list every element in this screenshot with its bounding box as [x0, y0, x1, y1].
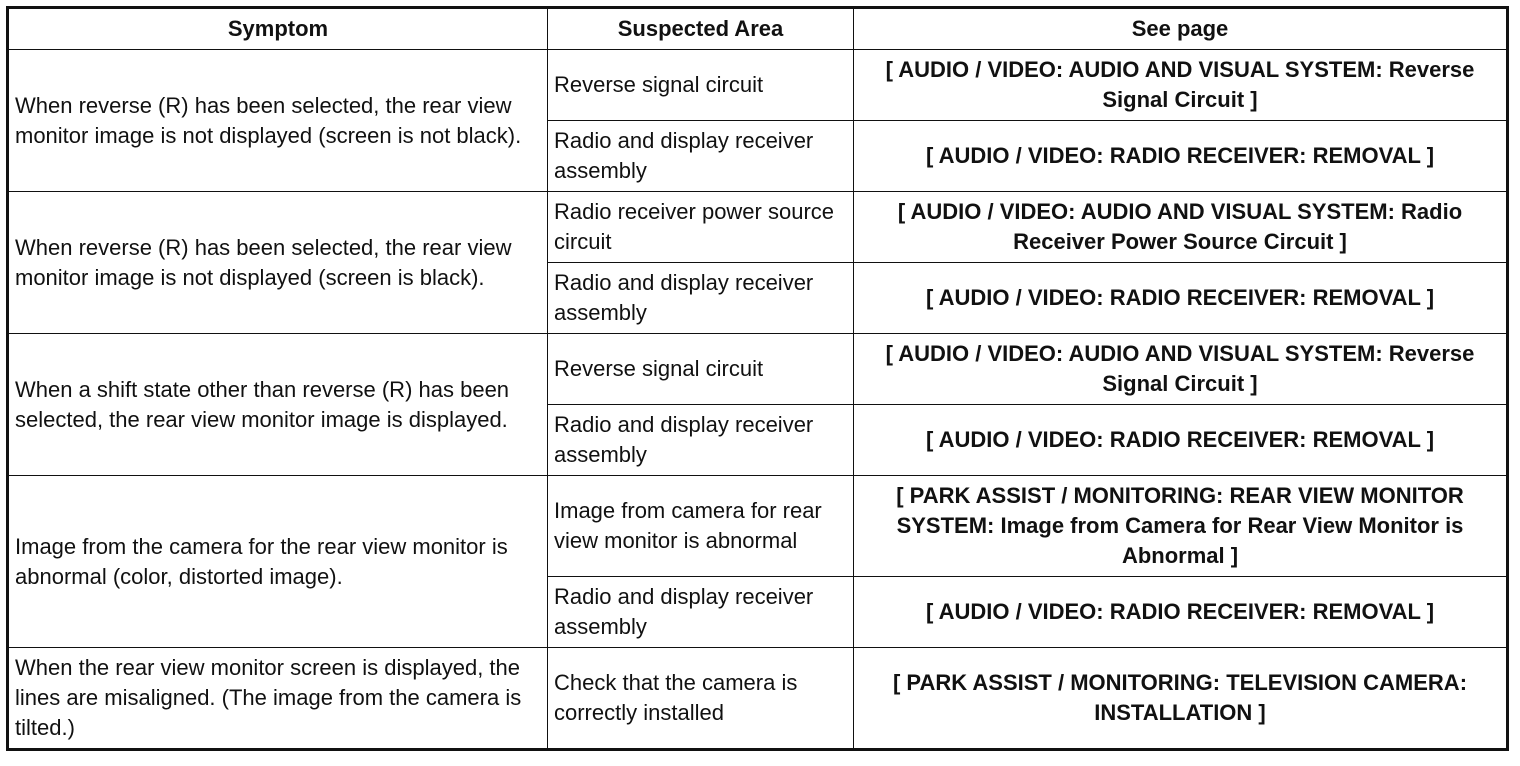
table-row — [8, 648, 1508, 750]
symptom-cell: When the rear view monitor screen is displayed, the lines are misaligned. (The image from the camera is tilted.) — [8, 648, 548, 750]
table-row — [8, 476, 1508, 577]
symptom-cell: When reverse (R) has been selected, the rear view monitor image is not displayed (screen is not black). — [8, 50, 548, 192]
suspected-area-cell: Radio and display receiver assembly — [548, 263, 854, 334]
symptom-cell: Image from the camera for the rear view monitor is abnormal (color, distorted image). — [8, 476, 548, 648]
header-row — [8, 8, 1508, 50]
table-row — [8, 334, 1508, 405]
header-symptom: Symptom — [8, 8, 548, 50]
suspected-area-cell: Radio receiver power source circuit — [548, 192, 854, 263]
header-suspected-area: Suspected Area — [548, 8, 854, 50]
symptom-cell: When reverse (R) has been selected, the rear view monitor image is not displayed (screen is black). — [8, 192, 548, 334]
see-page-link[interactable]: [ AUDIO / VIDEO: AUDIO AND VISUAL SYSTEM: Radio Receiver Power Source Circuit ] — [854, 192, 1508, 263]
suspected-area-cell: Radio and display receiver assembly — [548, 577, 854, 648]
suspected-area-cell: Radio and display receiver assembly — [548, 405, 854, 476]
see-page-link[interactable]: [ AUDIO / VIDEO: RADIO RECEIVER: REMOVAL ] — [854, 405, 1508, 476]
see-page-link[interactable]: [ AUDIO / VIDEO: AUDIO AND VISUAL SYSTEM: Reverse Signal Circuit ] — [854, 334, 1508, 405]
table-row — [8, 192, 1508, 263]
suspected-area-cell: Check that the camera is correctly installed — [548, 648, 854, 750]
see-page-link[interactable]: [ AUDIO / VIDEO: AUDIO AND VISUAL SYSTEM: Reverse Signal Circuit ] — [854, 50, 1508, 121]
header-see-page: See page — [854, 8, 1508, 50]
see-page-link[interactable]: [ PARK ASSIST / MONITORING: REAR VIEW MONITOR SYSTEM: Image from Camera for Rear View Monitor is Abnormal ] — [854, 476, 1508, 577]
see-page-link[interactable]: [ AUDIO / VIDEO: RADIO RECEIVER: REMOVAL ] — [854, 121, 1508, 192]
troubleshooting-table-container — [6, 6, 1506, 751]
suspected-area-cell: Reverse signal circuit — [548, 334, 854, 405]
suspected-area-cell: Radio and display receiver assembly — [548, 121, 854, 192]
see-page-link[interactable]: [ AUDIO / VIDEO: RADIO RECEIVER: REMOVAL ] — [854, 577, 1508, 648]
suspected-area-cell: Reverse signal circuit — [548, 50, 854, 121]
troubleshooting-table — [6, 6, 1509, 751]
suspected-area-cell: Image from camera for rear view monitor is abnormal — [548, 476, 854, 577]
see-page-link[interactable]: [ AUDIO / VIDEO: RADIO RECEIVER: REMOVAL ] — [854, 263, 1508, 334]
see-page-link[interactable]: [ PARK ASSIST / MONITORING: TELEVISION CAMERA: INSTALLATION ] — [854, 648, 1508, 750]
table-row — [8, 50, 1508, 121]
symptom-cell: When a shift state other than reverse (R) has been selected, the rear view monitor image is displayed. — [8, 334, 548, 476]
